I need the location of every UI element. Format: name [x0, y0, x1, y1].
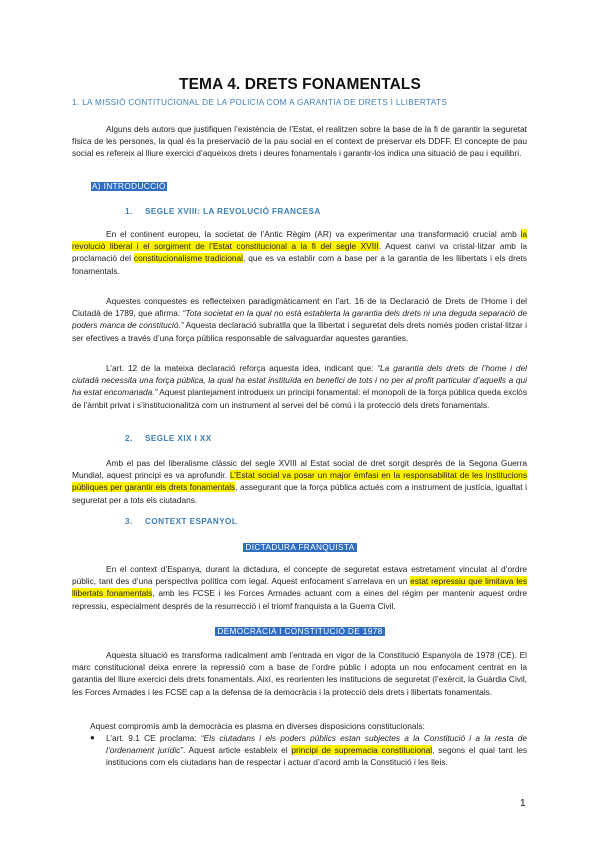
highlight: constitucionalisme tradicional — [133, 253, 244, 264]
paragraph-revolucio: En el continent europeu, la societat de l’Antic Règim (AR) va experimentar una transformació crucial amb la revolució liberal i el sorgiment de l’Estat constitucional a la fi del segle XVIII. Aquest canvi va cristal·litzar amb la proclamació del constitucionalisme tradicional, que es va establir com a base per a la garantia de les llibertats i els drets fonamentals. — [72, 229, 527, 276]
heading-context-espanyol: 3. CONTEXT ESPANYOL — [125, 517, 238, 526]
heading-segle-xviii: 1. SEGLE XVIII: LA REVOLUCIÓ FRANCESA — [125, 207, 321, 216]
page-number: 1 — [520, 798, 526, 809]
paragraph-compromis: Aquest compromís amb la democràcia es plasma en diverses disposicions constitucionals: — [90, 721, 425, 731]
heading-segle-xix-xx: 2. SEGLE XIX I XX — [125, 434, 212, 443]
paragraph-constitucio-1978: Aquesta situació es transforma radicalment amb l’entrada en vigor de la Constitució Espanyola de 1978 (CE). El marc constitucional deixa enrere la repressió com a base de l’ordre públic i adopta un nou enfocament centrat en la garantia del lliure exercici dels drets fonamentals. Així, es reorienten les institucions de seguretat (l’exèrcit, la Guàrdia Civil, les Forces Armades i les FCSE cap a la defensa de la democràcia i la protecció dels drets i llibertats fonamentals. — [72, 650, 527, 697]
chip-democracia: DEMOCRÀCIA I CONSTITUCIÓ DE 1978 — [217, 627, 383, 636]
subsection-heading-a: A) INTRODUCCIÓ — [92, 182, 166, 191]
chip-dictadura: DICTADURA FRANQUISTA — [245, 543, 355, 552]
bullet-icon: ● — [90, 733, 95, 742]
highlight: estat repressiu que limitava les llibertats fonamentals — [72, 576, 527, 599]
highlight: principi de supremacia constitucional — [291, 745, 433, 756]
highlight: L’Estat social va posar un major èmfasi en la responsabilitat de les institucions públiques per garantir els drets fonamentals — [72, 470, 527, 493]
intro-paragraph: Alguns dels autors que justifiquen l’existència de l’Estat, el realitzen sobre la base de la fi de garantir la seguretat física de les persones, la qual és la preservació de la pau social en el context de preservar els DDFF. El concepte de pau social es refereix al lliure exercici d’aqueixos drets i deures fonamentals i garantir-los indica una situació de pau i equilibri. — [72, 124, 527, 159]
list-item: ● L’art. 9.1 CE proclama: “Els ciutadans i els poders públics estan subjectes a la Constitució i a la resta de l’ordenament jurídic”. Aquest article estableix el principi de supremacia constitucional, segons el qual tant les institucions com els ciutadans han de respectar i actuar d’acord amb la Constitució i les lleis. — [90, 733, 528, 768]
paragraph-article-16: Aquestes conquestes es reflecteixen paradigmàticament en l’art. 16 de la Declaració de Drets de l’Home i del Ciutadà de 1789, que afirma: “Tota societat en la qual no està establerta la garantia dels drets ni una deguda separació de poders manca de constitució.” Aquesta declaració subratlla que la llibertat i seguretat dels drets només poden cristal·litzar i ser efectives a través d’una força pública responsable de salvaguardar aquestes garanties. — [72, 296, 527, 343]
section-heading: 1. LA MISSIÓ CONTITUCIONAL DE LA POLICIA COM A GARANTIA DE DRETS I LLIBERTATS — [72, 98, 448, 107]
highlight: la revolució liberal i el sorgiment de l’Estat constitucional a la fi del segle XVIII — [72, 229, 527, 252]
paragraph-dictadura: En el context d’Espanya, durant la dictadura, el concepte de seguretat estava estretament vinculat al d’ordre públic, tant des d’una perspectiva política com legal. Aquest enfocament s’arrelava en un estat repressiu que limitava les llibertats fonamentals, amb les FCSE i les Forces Armades actuant com a eines del règim per mantenir aquest ordre repressiu, especialment després de la resurrecció i el triomf franquista a la Guerra Civil. — [72, 564, 527, 611]
paragraph-estat-social: Amb el pas del liberalisme clàssic del segle XVIII al Estat social de dret sorgit després de la Segona Guerra Mundial, aquest principi es va aprofundir. L’Estat social va posar un major èmfasi en la responsabilitat de les institucions públiques per garantir els drets fonamentals, assegurant que la força pública actués com a instrument de justícia, igualtat i seguretat per a tots els ciutadans. — [72, 458, 527, 505]
paragraph-article-12: L’art. 12 de la mateixa declaració reforça aquesta idea, indicant que: “La garantia dels drets de l’home i del ciutadà necessita una força pública, la qual ha estat instituïda en benefici de tots i no per al profit particular d’aquells a qui ha estat encomanada.” Aquest plantejament introdueix un principi fonamental: el monopoli de la força pública queda exclòs de l’àmbit privat i s’institucionalitza com un instrument al servei del bé comú i la protecció dels drets fonamentals. — [72, 363, 527, 410]
page-title: TEMA 4. DRETS FONAMENTALS — [179, 76, 421, 93]
